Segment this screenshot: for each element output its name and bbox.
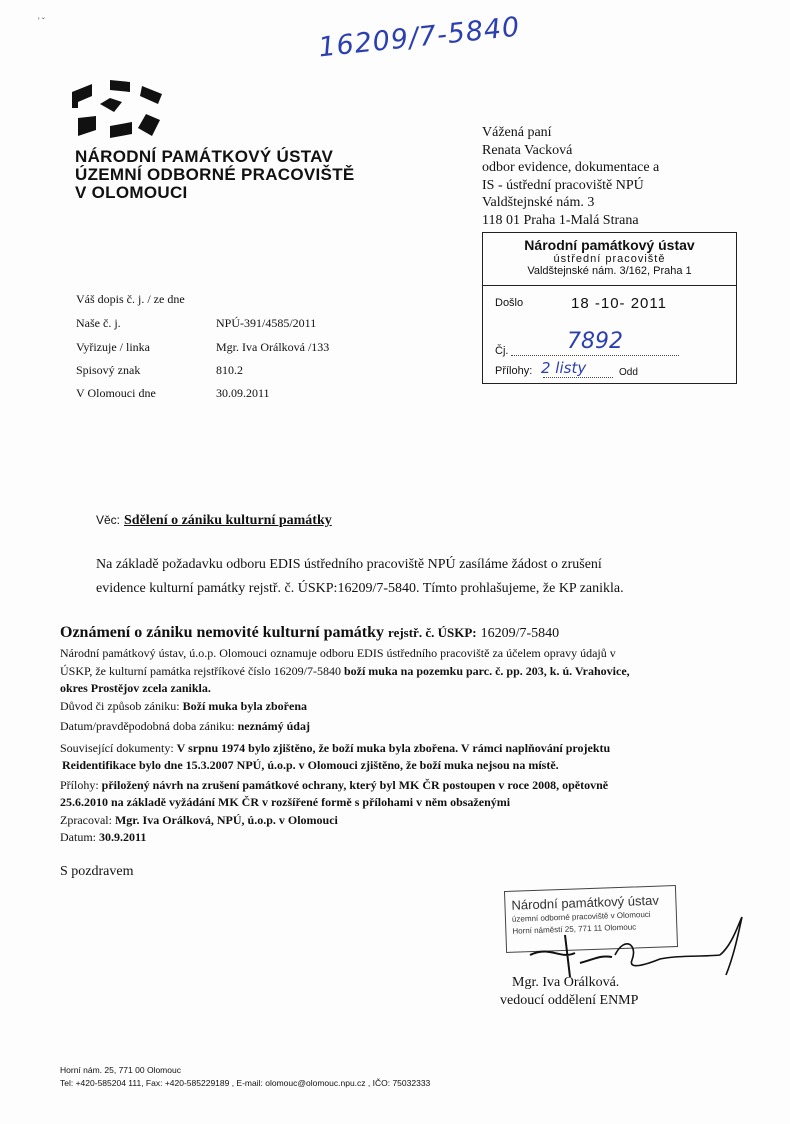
signer-name: Mgr. Iva Orálková. bbox=[512, 975, 620, 990]
stamp2-line-2: územní odborné pracoviště v Olomouci bbox=[511, 909, 651, 924]
announcement-title-suffix: rejstř. č. ÚSKP: bbox=[388, 625, 477, 640]
footer-line-2: Tel: +420-585204 111, Fax: +420-585229189 , E-mail: olomouc@olomouc.npu.cz , IČO: 75032333 bbox=[60, 1078, 431, 1088]
stamp-title: Národní památkový ústav bbox=[524, 237, 695, 253]
ann-zprac-row bbox=[60, 812, 720, 830]
handwritten-reference: 16209/7-5840 bbox=[316, 11, 522, 64]
signer-block bbox=[500, 974, 638, 1010]
stamp-odd-label: Odd bbox=[619, 367, 638, 378]
ann-date-label: Datum: bbox=[60, 830, 96, 844]
ann-p1c-bold: okres Prostějov zcela zanikla. bbox=[60, 681, 211, 695]
footer-line-1: Horní nám. 25, 771 00 Olomouc bbox=[60, 1065, 181, 1075]
ann-p1b-bold: boží muka na pozemku parc. č. pp. 203, k. ú. Vrahovice, bbox=[343, 663, 630, 678]
ann-zprac: Mgr. Iva Orálková, NPÚ, ú.o.p. v Olomouci bbox=[114, 812, 338, 827]
recipient-line: Renata Vacková bbox=[482, 142, 573, 158]
organization-name bbox=[75, 148, 355, 202]
meta-key: Váš dopis č. j. / ze dne bbox=[76, 292, 185, 306]
ann-pril2: 25.6.2010 na základě vyžádání MK ČR v rozšířené formě s přílohami v něm obsaženými bbox=[60, 795, 511, 809]
ann-souv-row bbox=[60, 740, 720, 758]
ann-pril-label: Přílohy: bbox=[60, 777, 99, 792]
meta-key: Spisový znak bbox=[76, 363, 141, 377]
recipient-address bbox=[482, 124, 659, 229]
ann-date: 30.9.2011 bbox=[99, 830, 147, 844]
npu-logo bbox=[70, 80, 165, 145]
ann-zprac-label: Zpracoval: bbox=[60, 812, 112, 827]
ann-p1a: Národní památkový ústav, ú.o.p. Olomouci oznamuje odboru EDIS ústředního pracoviště za účelem opravy údajů v bbox=[60, 646, 616, 660]
meta-key: Vyřizuje / linka bbox=[76, 340, 150, 354]
stamp-address: Valdštejnské nám. 3/162, Praha 1 bbox=[527, 265, 692, 277]
subject-line bbox=[96, 511, 332, 529]
reference-meta bbox=[76, 292, 476, 402]
stamp-prilohy-label: Přílohy: bbox=[495, 365, 533, 377]
stamp-header bbox=[483, 233, 736, 286]
closing-greeting: S pozdravem bbox=[60, 864, 134, 879]
stamp-dotted-line bbox=[511, 355, 679, 356]
meta-value: Mgr. Iva Orálková /133 bbox=[216, 340, 330, 354]
recipient-line: Vážená paní bbox=[482, 125, 552, 140]
intro-line-1: Na základě požadavku odboru EDIS ústředního pracoviště NPÚ zasíláme žádost o zrušení bbox=[96, 557, 602, 572]
intro-paragraph bbox=[96, 553, 756, 601]
signer-role: vedoucí oddělení ENMP bbox=[500, 993, 639, 1008]
ann-pril-row bbox=[60, 777, 720, 795]
meta-key: V Olomouci dne bbox=[76, 386, 156, 400]
ann-souv2: Reidentifikace bylo dne 15.3.2007 NPÚ, ú.o.p. v Olomouci zjištěno, že boží muka nejsou na místě. bbox=[62, 758, 559, 772]
ann-souv1: V srpnu 1974 bylo zjištěno, že boží muka byla zbořena. V rámci naplňování projektu bbox=[176, 740, 611, 755]
announcement-title-number: 16209/7-5840 bbox=[480, 626, 560, 641]
stamp-prilohy-value: 2 listy bbox=[541, 359, 587, 377]
ann-p1b-row bbox=[60, 663, 720, 681]
ann-souv-label: Související dokumenty: bbox=[60, 740, 174, 755]
announcement-title bbox=[60, 624, 559, 642]
meta-value: 810.2 bbox=[216, 363, 243, 377]
stamp2-line-3: Horní náměstí 25, 771 11 Olomouc bbox=[512, 922, 637, 936]
receipt-stamp bbox=[482, 232, 737, 384]
org-line-1: NÁRODNÍ PAMÁTKOVÝ ÚSTAV bbox=[75, 147, 334, 166]
ann-datum: neznámý údaj bbox=[237, 719, 310, 733]
ann-duvod-row bbox=[60, 698, 720, 716]
meta-key: Naše č. j. bbox=[76, 316, 121, 330]
stamp-doslo-label: Došlo bbox=[495, 297, 524, 309]
recipient-line: 118 01 Praha 1-Malá Strana bbox=[482, 212, 639, 228]
ann-date-row bbox=[60, 829, 720, 847]
ann-pril2-row bbox=[60, 794, 720, 812]
recipient-line: Valdštejnské nám. 3 bbox=[482, 195, 595, 210]
announcement-body bbox=[60, 645, 720, 847]
stamp2-line-1: Národní památkový ústav bbox=[511, 892, 660, 913]
ann-datum-label: Datum/pravděpodobná doba zániku: bbox=[60, 719, 235, 733]
scan-mark: ' ˇ bbox=[38, 16, 45, 26]
intro-line-2: evidence kulturní památky rejstř. č. ÚSKP:16209/7-5840. Tímto prohlašujeme, že KP zanikla. bbox=[96, 581, 624, 596]
subject-text: Sdělení o zániku kulturní památky bbox=[124, 513, 332, 528]
ann-p1c-row bbox=[60, 680, 720, 698]
org-line-2: ÚZEMNÍ ODBORNÉ PRACOVIŠTĚ bbox=[75, 165, 355, 184]
page-footer bbox=[60, 1064, 430, 1090]
ann-duvod: Boží muka byla zbořena bbox=[182, 698, 307, 713]
stamp-subtitle: ústřední pracoviště bbox=[553, 253, 666, 265]
stamp-cj-label: Čj. bbox=[495, 345, 509, 357]
ann-duvod-label: Důvod či způsob zániku: bbox=[60, 698, 180, 713]
meta-value: 30.09.2011 bbox=[216, 386, 270, 400]
recipient-line: odbor evidence, dokumentace a bbox=[482, 160, 660, 175]
org-line-3: V OLOMOUCI bbox=[75, 183, 188, 202]
ann-p1b: ÚSKP, že kulturní památka rejstříkové číslo 16209/7-5840 bbox=[60, 663, 341, 678]
ann-datum-row bbox=[60, 718, 720, 736]
meta-value: NPÚ-391/4585/2011 bbox=[216, 316, 317, 330]
ann-souv2-row bbox=[60, 757, 720, 775]
ann-pril1: přiložený návrh na zrušení památkové ochrany, který byl MK ČR postoupen v roce 2008, opětovně bbox=[101, 777, 609, 792]
stamp-cj-value: 7892 bbox=[567, 329, 623, 354]
recipient-line: IS - ústřední pracoviště NPÚ bbox=[482, 177, 644, 193]
announcement-title-main: Oznámení o zániku nemovité kulturní památky bbox=[60, 624, 385, 641]
stamp-doslo-date: 18 -10- 2011 bbox=[571, 295, 667, 312]
subject-label: Věc: bbox=[96, 513, 121, 527]
stamp-dotted-line bbox=[543, 377, 613, 378]
